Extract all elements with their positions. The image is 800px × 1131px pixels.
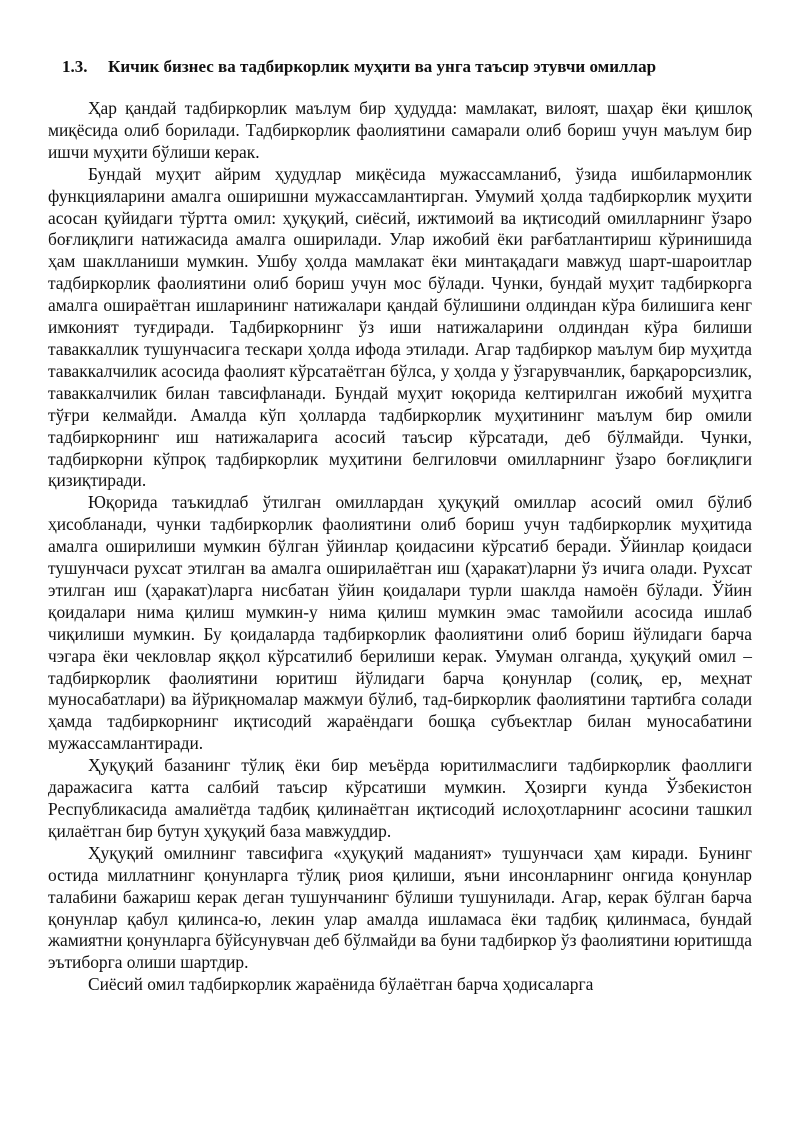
paragraph-4: Ҳуқуқий базанинг тўлиқ ёки бир меъёрда юритилмаслиги тадбиркорлик фаоллиги даражасига катта салбий таъсир кўрсатиши мумкин. Ҳозирги кунда Ўзбекистон Республикасида амалиётда тадбиқ қилинаётган иқтисодий ислоҳотларнинг асосини ташкил қилаётган бир бутун ҳуқуқий база мавжуддир. (48, 755, 752, 841)
document-page (48, 56, 752, 996)
paragraph-5: Ҳуқуқий омилнинг тавсифига «ҳуқуқий маданият» тушунчаси ҳам киради. Бунинг остида миллатнинг қонунларга тўлиқ риоя қилиши, яъни инсонларнинг онгида қонунлар талабини бажариш керак деган тушунчанинг бўлиши тушунилади. Агар, керак бўлган барча қонунлар қабул қилинса-ю, лекин улар амалда ишламаса ёки тадбиқ қилинмаса, бундай жамиятни қонунларга бўйсунувчан деб бўлмайди ва буни тадбиркор ўз фаолиятини юритишда эътиборга олиши шартдир. (48, 842, 752, 973)
section-title: Кичик бизнес ва тадбиркорлик муҳити ва унга таъсир этувчи омиллар (108, 57, 657, 76)
paragraph-3: Юқорида таъкидлаб ўтилган омиллардан ҳуқуқий омиллар асосий омил бўлиб ҳисобланади, чунки тадбиркорлик фаолиятини олиб бориш учун тадбиркорлик муҳитида амалга оширилиши мумкин бўлган ўйинлар қоидасини кўрсатиб беради. Ўйинлар қоидаси тушунчаси рухсат этилган ва амалга оширилаётган иш (ҳаракат)ларни ўз ичига олади. Рухсат этилган иш (ҳаракат)ларга нисбатан ўйин қоидалари турли шаклда намоён бўлади. Ўйин қоидалари нима қилиш мумкин-у нима қилиш мумкин эмас тамойили асосида ишлаб чиқилиши мумкин. Бу қоидаларда тадбиркорлик фаолиятини олиб бориш йўлидаги барча чэгара ёки чекловлар яққол кўрсатилиб берилиши керак. Умуман олганда, ҳуқуқий омил – тадбиркорлик фаолиятини юритиш йўлидаги барча қонунлар (солиқ, ер, меҳнат муносабатлари) ва йўриқномалар мажмуи бўлиб, тад-биркорлик фаолиятини тартибга солади ҳамда тадбиркорнинг иқтисодий жараёндаги бошқа субъектлар билан муносабатини мужассамлантиради. (48, 492, 752, 754)
section-heading (48, 56, 752, 78)
section-number: 1.3. (62, 57, 88, 76)
paragraph-6: Сиёсий омил тадбиркорлик жараёнида бўлаётган барча ҳодисаларга (88, 974, 594, 995)
paragraph-1: Ҳар қандай тадбиркорлик маълум бир ҳудудда: мамлакат, вилоят, шаҳар ёки қишлоқ миқёсида олиб борилади. Тадбиркорлик фаолиятини самарали олиб бориш учун маълум бир ишчи муҳити бўлиши керак. (48, 98, 752, 162)
paragraph-2: Бундай муҳит айрим ҳудудлар миқёсида мужассамланиб, ўзида ишбилармонлик функцияларини амалга оширишни мужассамлантирган. Умумий ҳолда тадбиркорлик муҳити асосан қуйидаги тўртта омил: ҳуқуқий, сиёсий, ижтимоий ва иқтисодий омилларнинг ўзаро боғлиқлиги натижасида амалга оширилади. Улар ижобий ёки рағбатлантириш кўринишида ҳам шаклланиши мумкин. Ушбу ҳолда мамлакат ёки минтақадаги мавжуд шарт-шароитлар тадбиркорлик фаолиятини олиб бориш учун мос бўлади. Чунки, бундай муҳит тадбиркорга амалга ошираётган ишларининг натижалари қандай бўлишини олдиндан кўра билишига кенг имконият туғдиради. Тадбиркорнинг ўз иши натижаларини олдиндан кўра билиши таваккаллик тушунчасига тескари ҳолда ифода этилади. Агар тадбиркор маълум бир муҳитда таваккалчилик асосида фаолият кўрсатаётган бўлса, у ҳолда у ўзгарувчанлик, барқарорсизлик, таваккалчилик билан тавсифланади. Бундай муҳит юқорида келтирилган ижобий муҳитга тўғри келмайди. Амалда кўп ҳолларда тадбиркорлик муҳитининг маълум бир омили тадбиркорнинг иш натижаларига асосий таъсир кўрсатади, деб бўлмайди. Чунки, тадбиркорни кўпроқ тадбиркорлик муҳитини белгиловчи омилларнинг ўзаро боғлиқлиги қизиқтиради. (48, 163, 752, 491)
